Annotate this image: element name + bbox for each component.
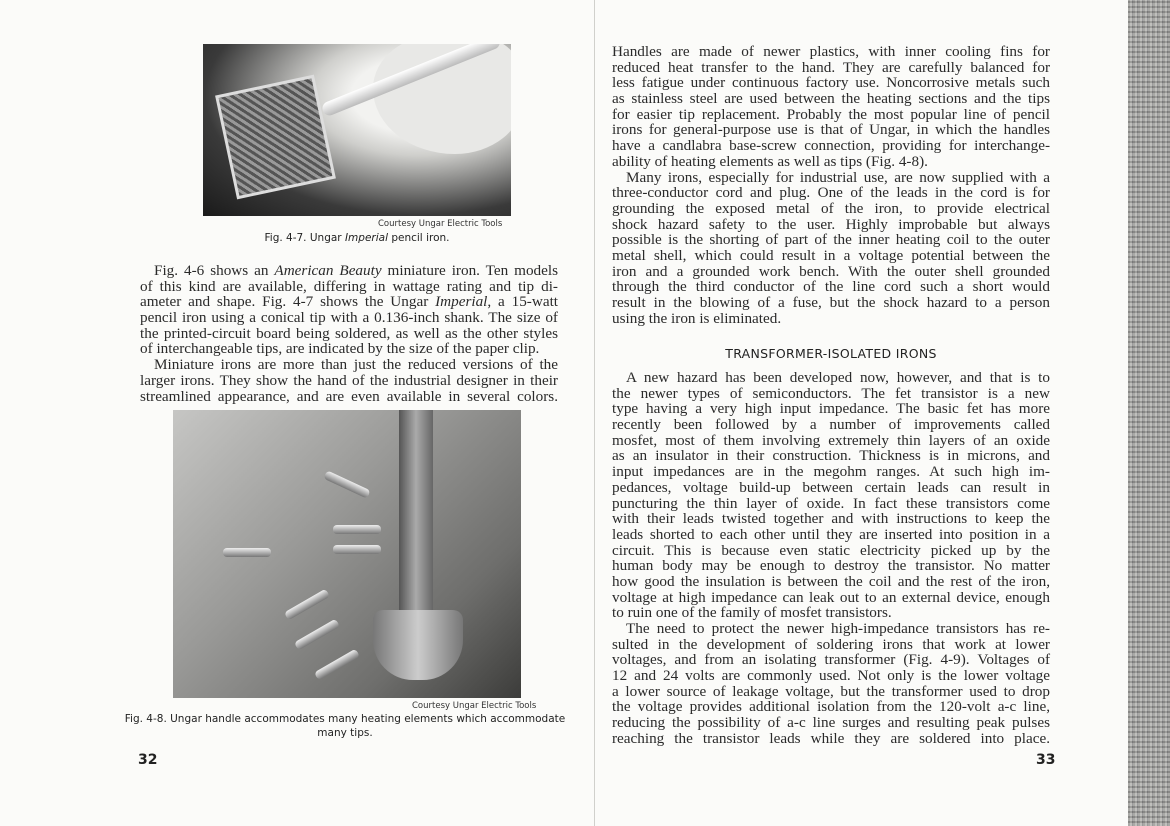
book-spine: [594, 0, 595, 826]
left-page-body: [140, 263, 558, 404]
text-line: 12 and 24 volts are commonly used. Not only is the lower voltage: [612, 667, 1050, 685]
text-line: for easier tip replacement. Probably the most popular line of pencil: [612, 105, 1050, 123]
text-line: reducing the possibility of a-c line surges and resulting peak pulses: [612, 714, 1050, 732]
text-line: larger irons. They show the hand of the industrial designer in their: [140, 371, 558, 389]
text-line: Handles are made of newer plastics, with inner cooling fins for: [612, 43, 1050, 60]
paragraph: [612, 44, 1050, 170]
figure-4-7-credit: Courtesy Ungar Electric Tools: [378, 219, 503, 229]
figure-4-7-photo: [203, 44, 511, 216]
text-line: type having a very high input impedance. The basic fet has more: [612, 400, 1050, 418]
text-line: three-conductor cord and plug. One of the leads in the cord is for: [612, 184, 1050, 202]
text-line: human body may be enough to destroy the transistor. No matter: [612, 557, 1050, 575]
text-line: recently been followed by a number of improvements called: [612, 416, 1050, 434]
text-line: reduced heat transfer to the hand. They are carefully balanced for: [612, 58, 1050, 76]
text-line: streamlined appearance, and are even available in several colors.: [140, 387, 558, 405]
heating-element: [333, 525, 381, 534]
text-line: a lower source of leakage voltage, but the transformer used to drop: [612, 682, 1050, 700]
text-line: Fig. 4-6 shows an American Beauty miniature iron. Ten models: [154, 262, 559, 279]
text-line: of this kind are available, differing in wattage rating and tip di-: [140, 277, 558, 295]
handle-base: [373, 610, 463, 680]
heating-element: [323, 470, 370, 498]
figure-4-8-caption-line1: Fig. 4-8. Ungar handle accommodates many heating elements which accommodate: [124, 713, 566, 725]
section-heading: TRANSFORMER-ISOLATED IRONS: [725, 346, 937, 361]
italic-text: American Beauty: [274, 262, 382, 279]
text-line: pedances, voltage build-up between certain leads can result in: [612, 478, 1050, 496]
italic-text: Imperial: [435, 293, 488, 311]
paragraph: [612, 370, 1050, 621]
text-line: have a candlabra base-screw connection, providing for interchange-: [612, 137, 1050, 155]
page-number-right: 33: [1036, 752, 1056, 768]
text-line: puncturing the thin layer of oxide. In fact these transistors come: [612, 494, 1050, 512]
text-line: Miniature irons are more than just the reduced versions of the: [154, 356, 558, 374]
text-line: through the third conductor of the line cord such a short would: [612, 278, 1050, 296]
text-line: irons for general-purpose use is that of Ungar, in which the handles: [612, 121, 1050, 139]
heating-element: [294, 619, 340, 651]
text-line: the newer types of semiconductors. The fet transistor is a new: [612, 384, 1050, 402]
text-line: circuit. This is because even static electricity picked up by the: [612, 541, 1050, 559]
text-line: with their leads twisted together and with instructions to keep the: [612, 510, 1050, 528]
figure-4-7-caption: [203, 232, 511, 244]
text-line: voltage at high impedance can leak out to an external device, enough: [612, 588, 1050, 606]
paragraph: [612, 170, 1050, 327]
text-line: to ruin one of the family of mosfet transistors.: [612, 604, 892, 622]
text-line: as an insulator in their construction. Thickness is in microns, and: [612, 447, 1050, 465]
figure-4-8-credit: Courtesy Ungar Electric Tools: [412, 701, 537, 711]
heating-element: [284, 589, 330, 621]
text-line: A new hazard has been developed now, however, and that is to: [626, 369, 1050, 386]
caption-text: pencil iron.: [388, 232, 450, 244]
text-line: iron and a grounded work bench. With the outer shell grounded: [612, 262, 1050, 280]
text-line: grounding the exposed metal of the iron, to provide electrical: [612, 199, 1050, 217]
text-line: ability of heating elements as well as tips (Fig. 4-8).: [612, 152, 928, 170]
right-page-body-bottom: [612, 370, 1050, 747]
text-line: the voltage provides additional isolation from the 120-volt a-c line,: [612, 698, 1050, 716]
text-line: ameter and shape. Fig. 4-7 shows the Ungar Imperial, a 15-watt: [140, 293, 559, 311]
text-line: sulted in the development of soldering irons that work at lower: [612, 635, 1050, 653]
text-line: Many irons, especially for industrial use, are now supplied with a: [626, 168, 1050, 186]
page-edge-texture: [1128, 0, 1170, 826]
heating-element: [223, 548, 271, 557]
text-line: of interchangeable tips, are indicated by the size of the paper clip.: [140, 340, 540, 358]
text-line: using the iron is eliminated.: [612, 309, 782, 327]
text-line: voltages, and from an isolating transformer (Fig. 4-9). Voltages of: [612, 651, 1050, 669]
text-line: metal shell, which could result in a voltage potential between the: [612, 246, 1050, 264]
text-line: mosfet, most of them involving extremely thin layers of an oxide: [612, 431, 1050, 449]
caption-italic: Imperial: [344, 232, 388, 244]
text-line: the printed-circuit board being soldered, as well as the other styles: [140, 324, 558, 342]
text-line: pencil iron using a conical tip with a 0.136-inch shank. The size of: [140, 309, 558, 327]
iron-handle: [399, 410, 433, 640]
paragraph: [140, 357, 558, 404]
heating-element: [314, 649, 360, 681]
text-line: as stainless steel are used between the heating sections and the tips: [612, 90, 1050, 108]
text-line: reaching the transistor leads while they are soldered into place.: [612, 729, 1050, 747]
paragraph: [612, 621, 1050, 747]
text-line: leads shorted to each other until they are inserted into position in a: [612, 525, 1050, 543]
page-number-left: 32: [138, 752, 158, 768]
text-line: input impedances are in the megohm ranges. At such high im-: [612, 463, 1050, 481]
right-page-body-top: [612, 44, 1050, 326]
figure-4-8-caption-line2: many tips.: [317, 727, 373, 739]
figure-4-8-photo: [173, 410, 521, 698]
paragraph: [140, 263, 558, 357]
heating-element: [333, 545, 381, 554]
caption-text: Fig. 4-7. Ungar: [264, 232, 345, 244]
text-line: less fatigue under continuous factory use. Noncorrosive metals such: [612, 74, 1050, 92]
circuit-board: [215, 75, 336, 200]
text-line: result in the blowing of a fuse, but the shock hazard to a person: [612, 294, 1050, 311]
text-line: how good the insulation is between the coil and the rest of the iron,: [612, 572, 1050, 590]
text-line: shock hazard safety to the user. Highly improbable but always: [612, 215, 1050, 233]
text-line: The need to protect the newer high-impedance transistors has re-: [626, 620, 1050, 637]
text-line: possible is the shorting of part of the inner heating coil to the outer: [612, 231, 1050, 249]
